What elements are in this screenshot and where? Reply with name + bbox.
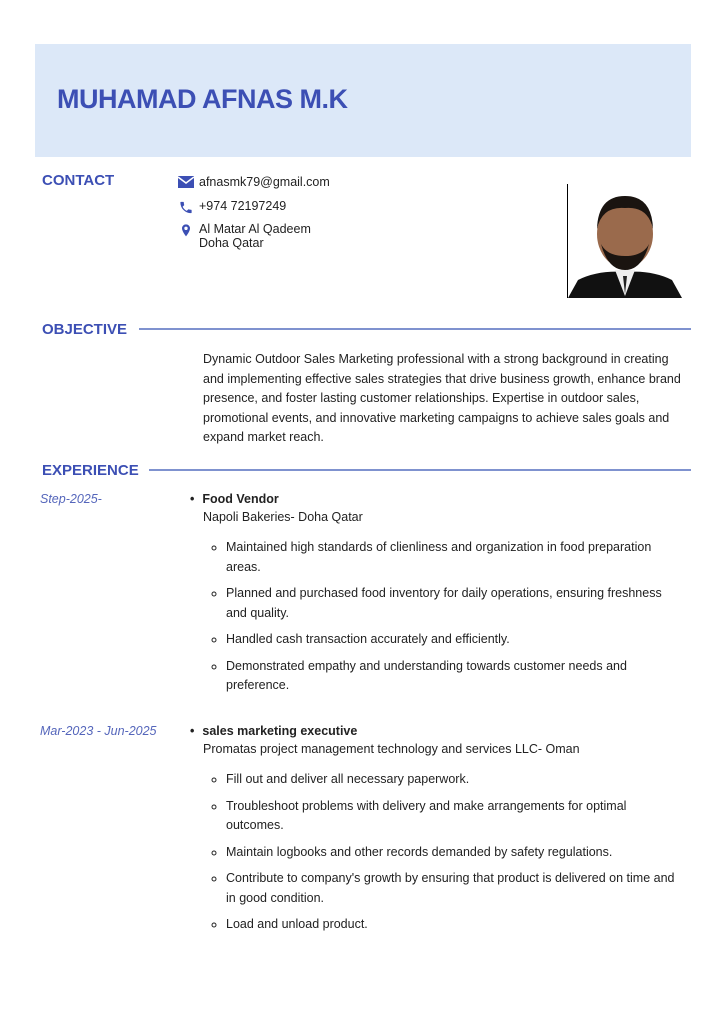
address-line-1: Al Matar Al Qadeem: [199, 222, 311, 236]
job-bullet: ◦ Fill out and deliver all necessary paperwork.: [226, 770, 686, 790]
job-bullet: ◦ Maintained high standards of clienliness and organization in food preparation areas.: [226, 538, 686, 577]
contact-phone: [178, 199, 286, 215]
phone-text: +974 72197249: [199, 199, 287, 213]
phone-icon: [178, 200, 194, 215]
address-line-2: Doha Qatar: [199, 236, 264, 250]
job-title: • Food Vendor: [190, 492, 686, 506]
candidate-name: MUHAMAD AFNAS M.K: [57, 84, 348, 114]
job-date: Step-2025-: [40, 492, 102, 506]
job-company: Napoli Bakeries- Doha Qatar: [203, 510, 363, 524]
job-date: Mar-2023 - Jun-2025: [40, 724, 157, 738]
job-entry: [190, 724, 686, 942]
job-bullet: ◦ Maintain logbooks and other records demanded by safety regulations.: [226, 843, 686, 863]
job-title: • sales marketing executive: [190, 724, 686, 738]
email-icon: [178, 176, 194, 188]
divider: [149, 469, 691, 471]
divider: [139, 328, 691, 330]
location-pin-icon: [178, 223, 194, 239]
profile-photo: [567, 184, 682, 298]
job-bullet: ◦ Demonstrated empathy and understanding towards customer needs and preference.: [226, 657, 686, 696]
job-bullet: ◦ Planned and purchased food inventory for daily operations, ensuring freshness and quality.: [226, 584, 686, 623]
contact-address: [178, 222, 311, 250]
job-bullet: ◦ Contribute to company's growth by ensuring that product is delivered on time and in good condition.: [226, 869, 686, 908]
contact-email: [178, 175, 330, 189]
job-bullets: [190, 770, 686, 935]
job-entry: [190, 492, 686, 703]
job-bullet: ◦ Troubleshoot problems with delivery and make arrangements for optimal outcomes.: [226, 797, 686, 836]
experience-heading: EXPERIENCE: [42, 462, 139, 479]
objective-heading: OBJECTIVE: [42, 321, 128, 338]
objective-text: Dynamic Outdoor Sales Marketing professional with a strong background in creating and implementing effective sales strategies that drive business growth, enhance brand presence, and foster lasting customer relationships. Expertise in outdoor sales, promotional events, and innovative marketing campaigns to achieve sales goals and expand market reach.: [203, 352, 681, 444]
job-bullets: [190, 538, 686, 696]
email-text: afnasmk79@gmail.com: [199, 175, 330, 189]
job-bullet: ◦ Load and unload product.: [226, 915, 686, 935]
contact-heading: CONTACT: [42, 172, 115, 189]
job-company: Promatas project management technology and services LLC- Oman: [203, 742, 580, 756]
job-bullet: ◦ Handled cash transaction accurately and efficiently.: [226, 630, 686, 650]
